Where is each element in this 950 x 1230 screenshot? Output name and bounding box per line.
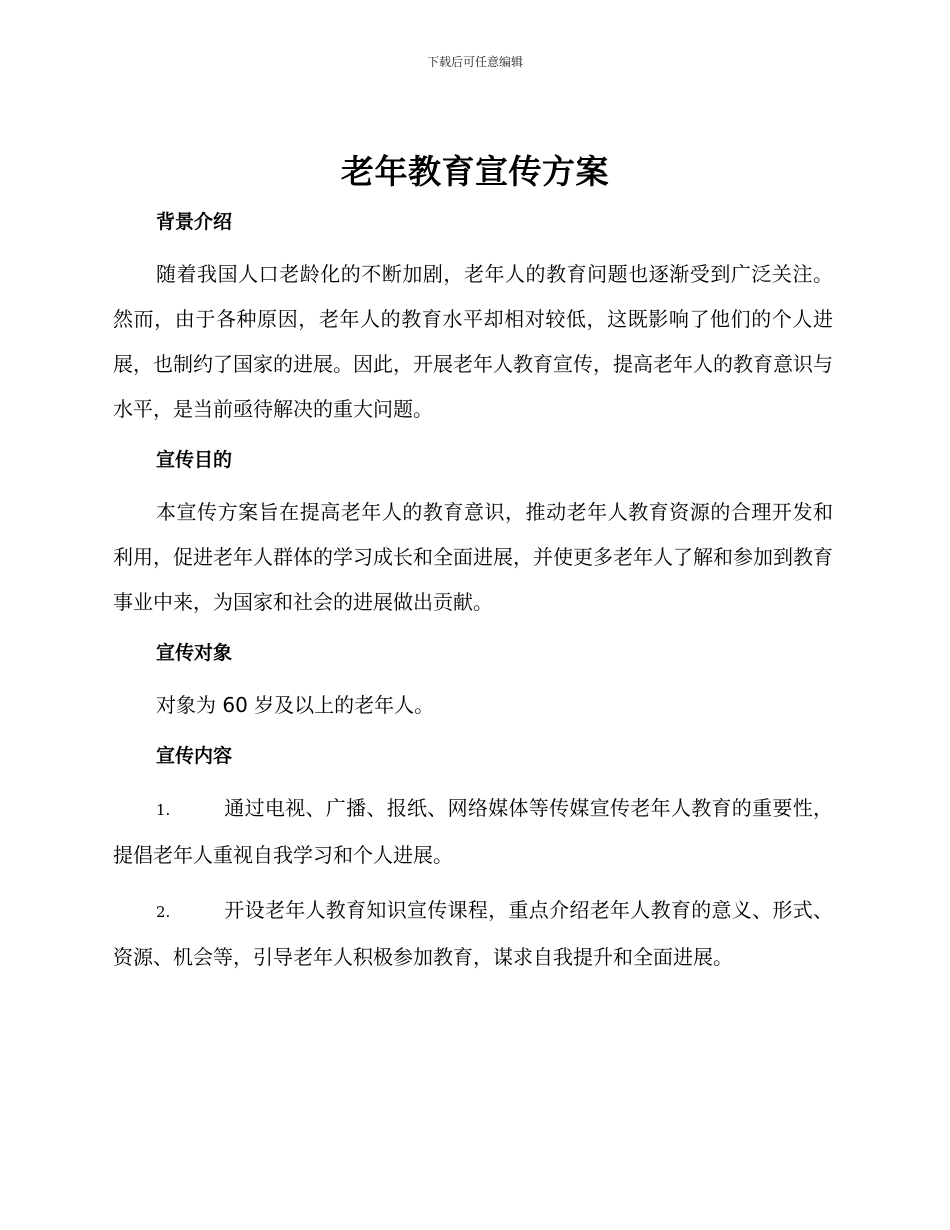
- document-title: 老年教育宣传方案: [341, 152, 609, 191]
- list-item: [113, 786, 833, 878]
- section-heading-purpose: 宣传目的: [156, 449, 233, 471]
- list-item-text: 通过电视、广播、报纸、网络媒体等传媒宣传老年人教育的重要性，提倡老年人重视自我学习和个人进展。: [113, 796, 833, 867]
- section-heading-background: 背景介绍: [156, 211, 233, 233]
- paragraph-background: 随着我国人口老龄化的不断加剧，老年人的教育问题也逐渐受到广泛关注。然而，由于各种原因，老年人的教育水平却相对较低，这既影响了他们的个人进展，也制约了国家的进展。因此，开展老年人教育宣传，提高老年人的教育意识与水平，是当前亟待解决的重大问题。: [113, 262, 833, 421]
- list-item: [113, 888, 833, 980]
- section-content: [113, 738, 833, 980]
- list-item-number: 1.: [156, 801, 171, 819]
- paragraph-target: 对象为 60 岁及以上的老年人。: [156, 693, 435, 717]
- header-note: 下载后可任意编辑: [426, 55, 523, 69]
- document-body: [113, 204, 833, 980]
- paragraph-purpose: 本宣传方案旨在提高老年人的教育意识，推动老年人教育资源的合理开发和利用，促进老年人群体的学习成长和全面进展，并使更多老年人了解和参加到教育事业中来，为国家和社会的进展做出贡献。: [113, 500, 833, 614]
- section-heading-target: 宣传对象: [156, 642, 233, 664]
- section-heading-content: 宣传内容: [156, 745, 233, 767]
- list-item-number: 2.: [156, 903, 171, 921]
- section-target: [113, 635, 833, 728]
- section-background: [113, 204, 833, 432]
- list-item-text: 开设老年人教育知识宣传课程，重点介绍老年人教育的意义、形式、资源、机会等，引导老年人积极参加教育，谋求自我提升和全面进展。: [113, 898, 833, 969]
- section-purpose: [113, 442, 833, 625]
